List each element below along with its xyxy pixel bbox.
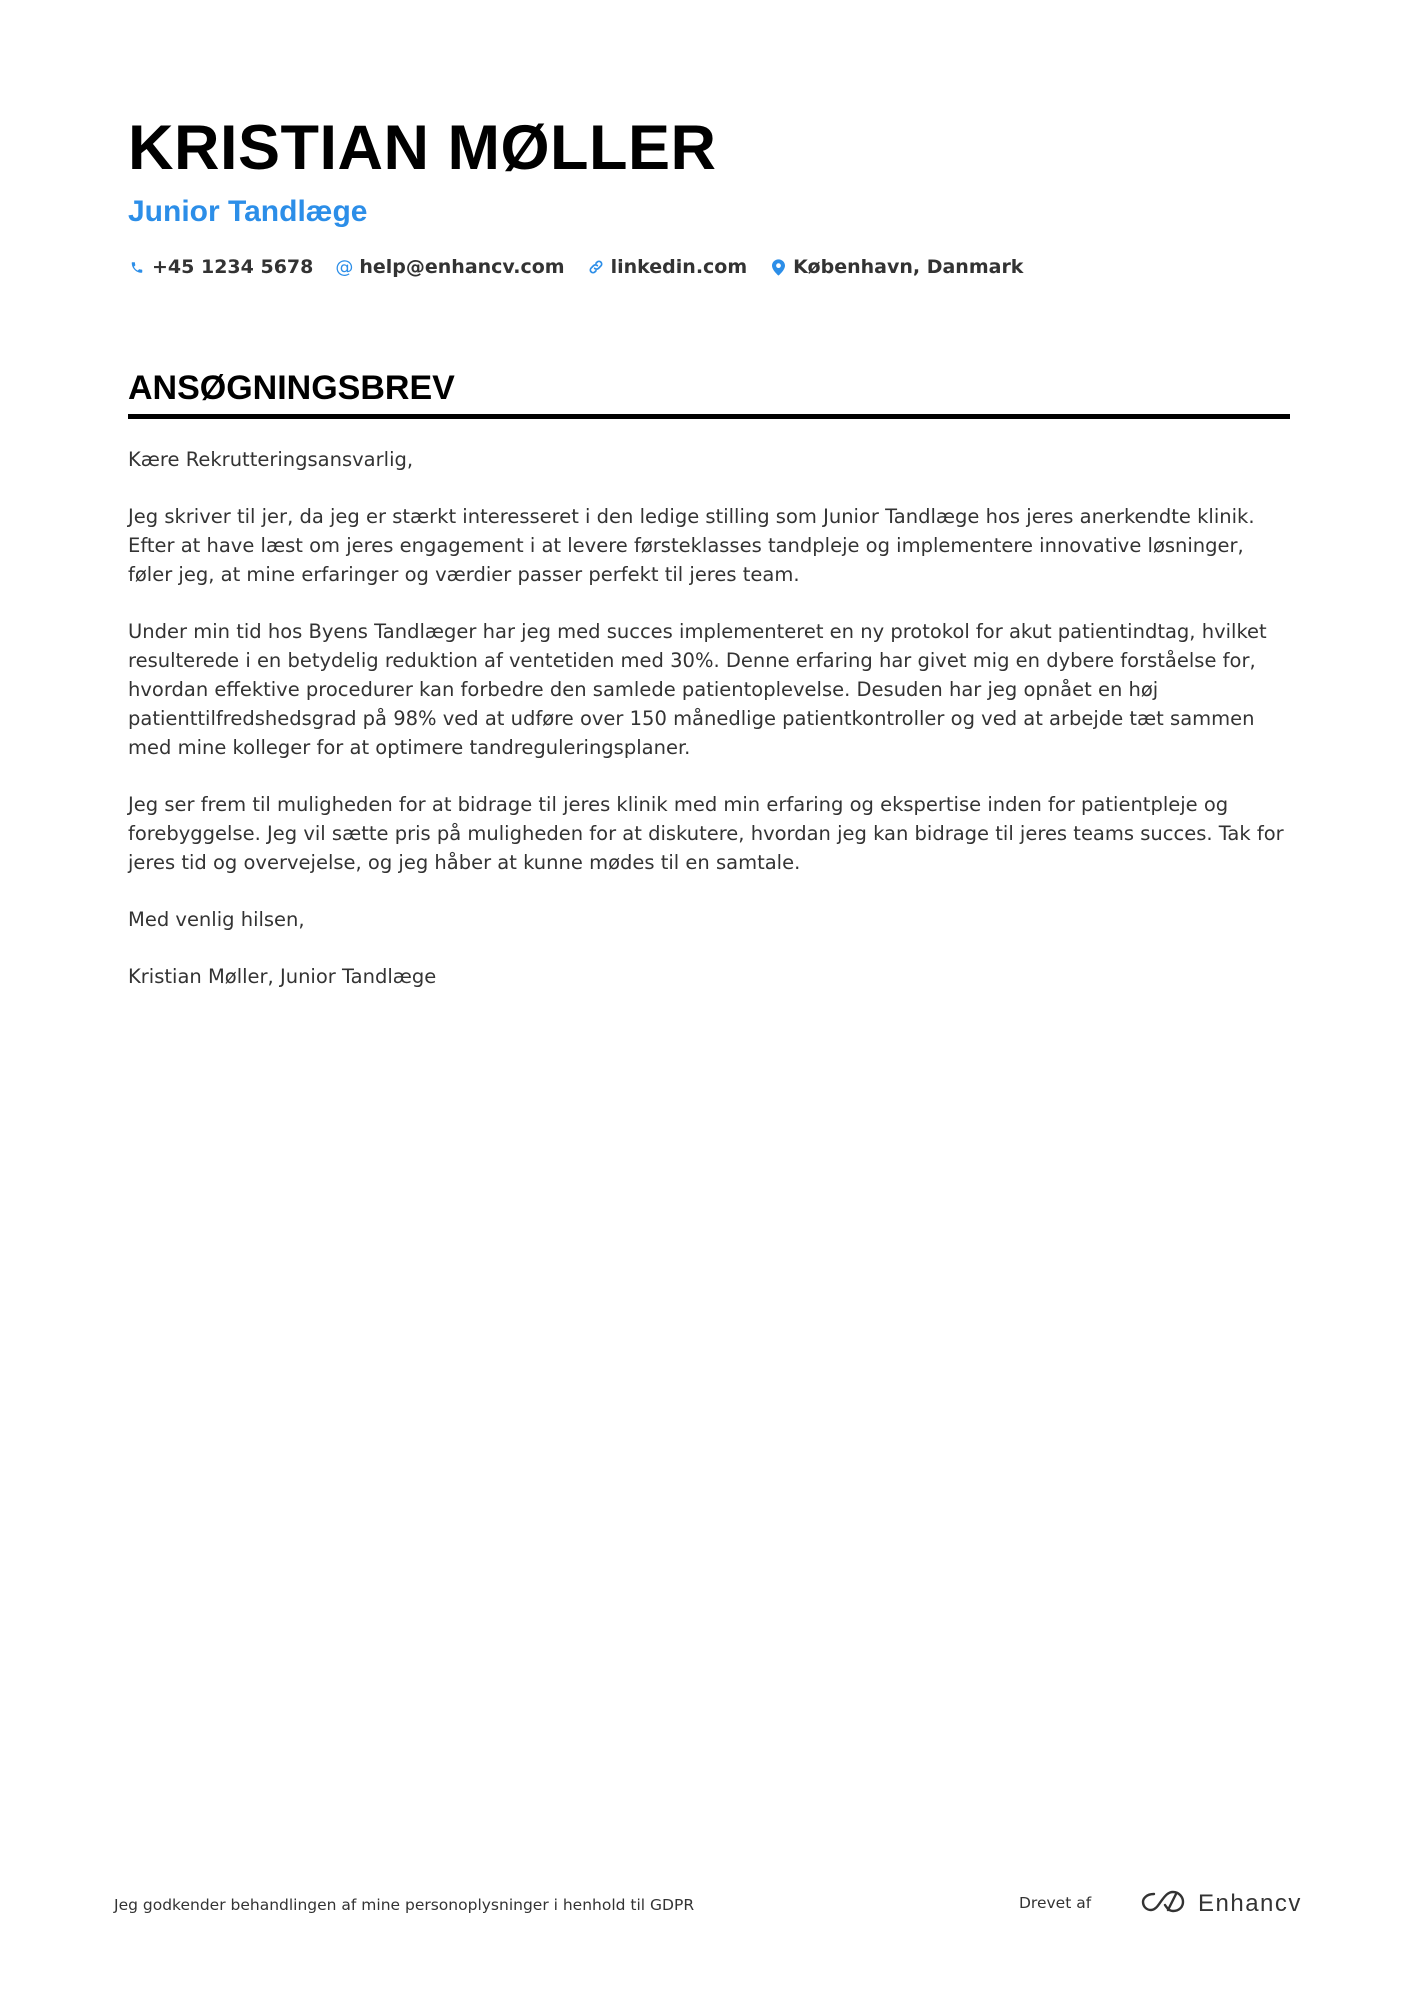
contact-email[interactable] (335, 256, 564, 278)
enhancv-logo-icon (1140, 1888, 1188, 1920)
contact-email-text: help@enhancv.com (359, 256, 565, 278)
letter-closing: Med venlig hilsen, (128, 908, 305, 931)
brand-name: Enhancv (1198, 1890, 1302, 1917)
letter-greeting: Kære Rekrutteringsansvarlig, (128, 448, 414, 471)
letter-signature: Kristian Møller, Junior Tandlæge (128, 965, 437, 988)
enhancv-brand[interactable] (1140, 1888, 1302, 1920)
candidate-name: KRISTIAN MØLLER (128, 113, 717, 183)
section-title: ANSØGNINGSBREV (128, 366, 1290, 419)
letter-paragraph: Under min tid hos Byens Tandlæger har jeg med succes implementeret en ny protokol for akut patientindtag, hvilket resulterede i en betydelig reduktion af ventetiden med 30%. Denne erfaring har givet mig en dybere forståelse for, hvordan effektive procedurer kan forbedre den samlede patientoplevelse. Desuden har jeg opnået en høj patienttilfredshedsgrad på 98% ved at udføre over 150 månedlige patientkontroller og ved at arbejde tæt sammen med mine kolleger for at optimere tandreguleringsplaner. (128, 620, 1267, 759)
contact-location-text: København, Danmark (793, 256, 1024, 278)
gdpr-consent-text: Jeg godkender behandlingen af mine personoplysninger i henhold til GDPR (114, 1896, 695, 1914)
letter-body (128, 445, 1290, 991)
contact-phone[interactable] (128, 256, 313, 278)
contact-location[interactable] (769, 256, 1023, 278)
cover-letter-section (128, 366, 1290, 1019)
letter-paragraph: Jeg skriver til jer, da jeg er stærkt interesseret i den ledige stilling som Junior Tandlæge hos jeres anerkendte klinik. Efter at have læst om jeres engagement i at levere førsteklasses tandpleje og implementere innovative løsninger, føler jeg, at mine erfaringer og værdier passer perfekt til jeres team. (128, 505, 1255, 586)
contact-bar (128, 256, 1290, 278)
contact-phone-text: +45 1234 5678 (152, 256, 314, 278)
candidate-title: Junior Tandlæge (128, 195, 368, 228)
resume-header (128, 112, 1290, 278)
phone-icon (128, 257, 146, 277)
contact-linkedin-text: linkedin.com (610, 256, 748, 278)
page-footer (114, 1886, 1302, 1926)
contact-linkedin[interactable] (587, 256, 748, 278)
at-icon: @ (335, 256, 354, 278)
location-pin-icon (769, 257, 787, 277)
link-icon (587, 257, 605, 277)
powered-by-label: Drevet af (1019, 1894, 1092, 1912)
letter-paragraph: Jeg ser frem til muligheden for at bidrage til jeres klinik med min erfaring og ekspertise inden for patientpleje og forebyggelse. Jeg vil sætte pris på muligheden for at diskutere, hvordan jeg kan bidrage til jeres teams succes. Tak for jeres tid og overvejelse, og jeg håber at kunne mødes til en samtale. (128, 793, 1284, 874)
